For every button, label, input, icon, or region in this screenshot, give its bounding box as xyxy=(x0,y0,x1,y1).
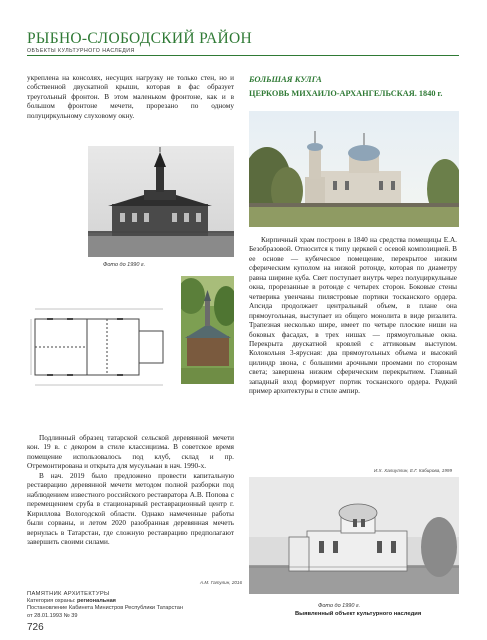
village-name: БОЛЬШАЯ КУЛГА xyxy=(249,74,322,84)
right-photo-credit: И.Х. Халиуллин, Е.Г. Кабирова, 1999 xyxy=(374,468,453,473)
photo-caption-left: Фото до 1990 г. xyxy=(103,262,146,268)
decree-text: Постановление Кабинета Министров Республики Татарстан xyxy=(27,605,183,612)
right-body-text: Кирпичный храм построен в 1840 на средства помещицы Е.А. Безобразовой. Относится к типу церквей с осевой композицией. В ее основе — кубическое помещение, перекрытое низким сферическим куполом на низкой ротонде, которая по диаметру равна ширине куба. Свет поступает внутрь через полуциркульные окна, прорезанные в ротонде с четырех сторон. Боковые стены четверика увенчаны пилястровые портики тосканского ордера. Апсида продолжает центральный объем, в плане она прямоугольная, выступает из общего монолита в виде ризалита. Трапезная несколько шире, имеет по четыре плоские ниши на боковых фасадах, в трех нишах — прямоугольные окна. Перекрыта двускатной кровлей с аттиковым выступом. Колокольня 3-ярусная: два прямоугольных объема и высокий цилиндр звона, с большими арочными проемами по сторонам света; завершена низким сферическим перекрытием. Главный западный вход формирует портик тосканского ордера. Редкий пример архитектуры в стиле ампир. xyxy=(249,236,457,396)
left-paragraph-2: В нач. 2019 было предложено провести капитальную реставрацию деревянной мечети методом полной разборки под наблюдением известного российского реставратора А.В. Попова с перемещением сруба в стационарный реставрационный центр г. Кириллова Вологодской области. Однако намеченные работы были сорваны, и летом 2020 разобранная деревянная мечеть вернулась в Татарстан, где сложную реставрацию предполагают завершить своими силами. xyxy=(27,471,234,546)
section-title: ЦЕРКОВЬ МИХАИЛО-АРХАНГЕЛЬСКАЯ. 1840 г. xyxy=(249,89,443,98)
church-photo-color xyxy=(249,111,459,227)
mosque-photo-bw xyxy=(88,146,234,257)
left-paragraph-1: Подлинный образец татарской сельской деревянной мечети кон. 19 в. с декором в стиле классицизма. В советское время помещение использовалось под клуб, склад и пр. Отремонтирована и открыта для мусульман в нач. 1990-х. xyxy=(27,434,234,471)
intro-paragraph: укреплена на консолях, несущих нагрузку не только стен, но и собственной двускатной крыши, которая в фас образует треугольный фронтон. В этом маленьком фронтоне, как и в большом фронтоне мечети, прорезано по одному полуциркульному слуховому окну. xyxy=(27,74,234,120)
protection-category-value: региональная xyxy=(77,598,116,605)
monument-title: ПАМЯТНИК АРХИТЕКТУРЫ xyxy=(27,591,110,597)
mosque-photo-color xyxy=(181,276,234,384)
chapter-title: РЫБНО-СЛОБОДСКИЙ РАЙОН xyxy=(27,30,252,47)
protection-category xyxy=(27,598,183,605)
identified-object-label: Выявленный объект культурного наследия xyxy=(295,611,422,617)
page-number: 726 xyxy=(27,622,44,633)
floor-plan-drawing xyxy=(27,299,172,389)
header-divider xyxy=(27,55,459,56)
left-body-text xyxy=(27,434,234,547)
chapter-subtitle: ОБЪЕКТЫ КУЛЬТУРНОГО НАСЛЕДИЯ xyxy=(27,48,135,54)
monument-status-block xyxy=(27,591,183,620)
protection-category-label: Категория охраны: xyxy=(27,598,77,605)
church-photo-bw xyxy=(249,477,459,594)
decree-date: от 28.01.1993 № 39 xyxy=(27,612,78,619)
left-photo-credit: А.М. Гатулин, 2016 xyxy=(200,580,243,585)
photo-caption-right: Фото до 1990 г. xyxy=(318,603,361,609)
